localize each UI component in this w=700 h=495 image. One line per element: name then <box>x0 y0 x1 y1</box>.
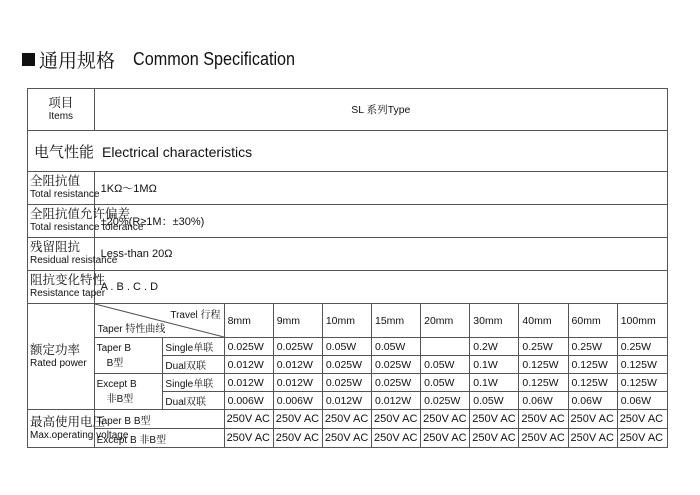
taper-label <box>28 271 106 304</box>
rated-power-en: Rated power <box>30 357 87 369</box>
voltage-cell: 250V AC <box>371 429 420 448</box>
spec-table <box>27 88 668 448</box>
residual-label <box>28 238 118 271</box>
items-label-en: Items <box>48 110 74 122</box>
voltage-cell: 250V AC <box>617 429 667 448</box>
voltage-cell: 250V AC <box>322 410 371 429</box>
voltage-cell: 250V AC <box>371 410 420 429</box>
power-cell: 0.06W <box>519 392 568 410</box>
voltage-cell: 250V AC <box>224 429 273 448</box>
power-cell: 0.125W <box>617 356 667 374</box>
power-cell: 0.125W <box>519 374 568 392</box>
power-cell: 0.2W <box>470 338 519 356</box>
power-cell: 0.012W <box>371 392 420 410</box>
taper-b-line1: Taper B <box>96 342 132 354</box>
power-cell: 0.125W <box>617 374 667 392</box>
section-heading <box>22 46 313 72</box>
power-cell <box>421 338 470 356</box>
rated-power-zh: 额定功率 <box>30 342 81 357</box>
voltage-cell: 250V AC <box>421 429 470 448</box>
power-cell: 0.012W <box>224 356 273 374</box>
items-label-zh: 项目 <box>48 95 74 110</box>
power-cell: 0.1W <box>470 374 519 392</box>
travel-label: Travel 行程 <box>170 310 221 321</box>
residual-en: Residual resistance <box>30 255 118 266</box>
power-cell: 0.012W <box>273 374 322 392</box>
taper-b-line2: B型 <box>106 357 124 369</box>
tolerance-label <box>28 205 144 238</box>
power-cell: 0.05W <box>421 374 470 392</box>
power-cell: 0.012W <box>322 392 371 410</box>
gang-label: Dual双联 <box>163 356 224 374</box>
voltage-cell: 250V AC <box>568 410 617 429</box>
power-cell: 0.05W <box>470 392 519 410</box>
power-cell: 0.06W <box>568 392 617 410</box>
voltage-cell: 250V AC <box>421 410 470 429</box>
power-cell: 0.025W <box>322 374 371 392</box>
tolerance-en: Total resistance tolerance <box>30 222 144 233</box>
taper-value: A . B . C . D <box>94 271 667 304</box>
travel-cell: 15mm <box>371 304 420 338</box>
taper-row <box>28 271 668 304</box>
power-cell: 0.25W <box>617 338 667 356</box>
except-b-line2: 非B型 <box>106 393 134 405</box>
total-resistance-zh: 全阻抗值 <box>30 174 81 188</box>
heading-en: Common Specification <box>133 48 296 69</box>
travel-cell: 10mm <box>322 304 371 338</box>
residual-row <box>28 238 668 271</box>
except-b-line1: Except B <box>96 378 137 390</box>
voltage-cell: 250V AC <box>568 429 617 448</box>
power-cell: 0.1W <box>470 356 519 374</box>
voltage-cell: 250V AC <box>273 429 322 448</box>
travel-cell: 20mm <box>421 304 470 338</box>
travel-cell: 40mm <box>519 304 568 338</box>
gang-label: Dual双联 <box>163 392 224 410</box>
voltage-cell: 250V AC <box>224 410 273 429</box>
gang-label: Single单联 <box>163 338 224 356</box>
items-label-cell <box>28 89 95 131</box>
tolerance-zh: 全阻抗值允许偏差 <box>30 207 131 221</box>
power-cell: 0.025W <box>322 356 371 374</box>
voltage-cell: 250V AC <box>322 429 371 448</box>
table-header-row <box>28 89 668 131</box>
max-voltage-en: Max.operating voltage <box>30 429 129 441</box>
voltage-taper-label: Taper B B型 <box>94 410 224 429</box>
travel-cell: 100mm <box>617 304 667 338</box>
gang-label: Single单联 <box>163 374 224 392</box>
power-cell: 0.125W <box>568 356 617 374</box>
except-b-group-label <box>94 374 163 410</box>
power-cell: 0.006W <box>224 392 273 410</box>
power-cell: 0.05W <box>322 338 371 356</box>
power-cell: 0.012W <box>224 374 273 392</box>
electrical-row <box>28 131 668 172</box>
power-row <box>28 338 668 356</box>
power-cell: 0.025W <box>371 356 420 374</box>
voltage-cell: 250V AC <box>470 410 519 429</box>
rated-power-header-row <box>28 304 668 338</box>
total-resistance-row <box>28 172 668 205</box>
power-cell: 0.012W <box>273 356 322 374</box>
power-cell: 0.25W <box>568 338 617 356</box>
tolerance-value: ±20%(R≥1M：±30%) <box>94 205 667 238</box>
power-cell: 0.125W <box>568 374 617 392</box>
voltage-row <box>28 429 668 448</box>
series-type-cell: SL 系列Type <box>94 89 667 131</box>
power-cell: 0.025W <box>273 338 322 356</box>
heading-zh: 通用规格 <box>39 50 116 72</box>
taper-curve-label: Taper 特性曲线 <box>97 324 166 335</box>
tolerance-row <box>28 205 668 238</box>
voltage-taper-label: Except B 非B型 <box>94 429 224 448</box>
travel-cell: 60mm <box>568 304 617 338</box>
total-resistance-label <box>28 172 100 205</box>
travel-cell: 30mm <box>470 304 519 338</box>
power-cell: 0.25W <box>519 338 568 356</box>
taper-en: Resistance taper <box>30 288 106 299</box>
max-voltage-zh: 最高使用电压 <box>30 414 106 429</box>
voltage-cell: 250V AC <box>273 410 322 429</box>
power-cell: 0.125W <box>519 356 568 374</box>
voltage-row <box>28 410 668 429</box>
voltage-cell: 250V AC <box>470 429 519 448</box>
power-cell: 0.05W <box>421 356 470 374</box>
voltage-cell: 250V AC <box>617 410 667 429</box>
square-bullet-icon <box>22 53 35 66</box>
power-cell: 0.025W <box>371 374 420 392</box>
power-cell: 0.025W <box>421 392 470 410</box>
total-resistance-en: Total resistance <box>30 189 100 200</box>
travel-taper-diagonal-cell <box>94 304 224 338</box>
electrical-en: Electrical characteristics <box>102 143 253 160</box>
power-cell: 0.006W <box>273 392 322 410</box>
power-row <box>28 374 668 392</box>
power-cell: 0.025W <box>224 338 273 356</box>
voltage-cell: 250V AC <box>519 410 568 429</box>
rated-power-label <box>28 304 95 410</box>
taper-b-group-label <box>94 338 163 374</box>
power-cell: 0.05W <box>371 338 420 356</box>
power-cell: 0.06W <box>617 392 667 410</box>
total-resistance-value: 1KΩ～1MΩ <box>94 172 667 205</box>
voltage-cell: 250V AC <box>519 429 568 448</box>
travel-cell: 8mm <box>224 304 273 338</box>
travel-cell: 9mm <box>273 304 322 338</box>
taper-zh: 阻抗变化特性 <box>30 273 106 287</box>
electrical-zh: 电气性能 <box>34 143 95 161</box>
residual-value: Less-than 20Ω <box>94 238 667 271</box>
electrical-title-cell <box>28 131 668 172</box>
residual-zh: 残留阻抗 <box>30 240 81 254</box>
